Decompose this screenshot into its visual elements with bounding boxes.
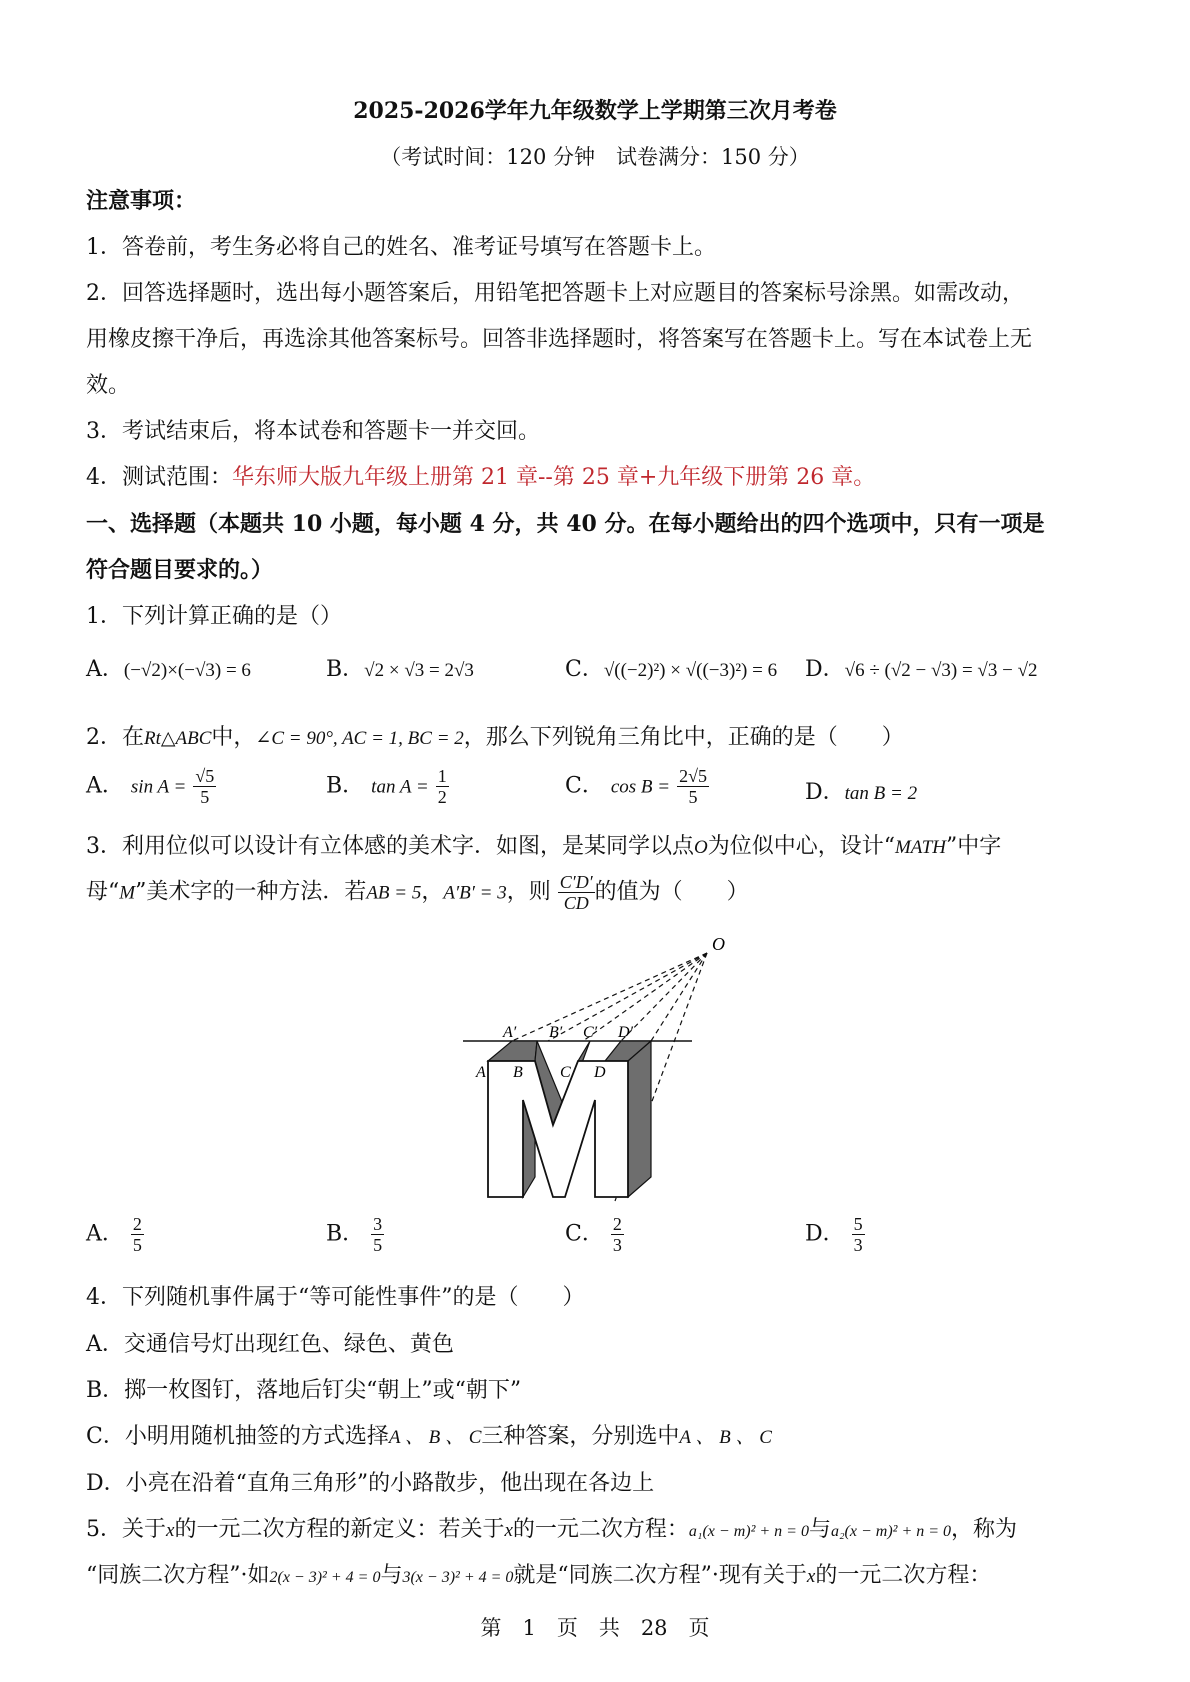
q1-option-d[interactable] [805,652,1038,683]
q3-a-den: 5 [132,1235,142,1255]
label-c: C [560,1064,571,1081]
q2-c-fn: cos B = [610,776,671,798]
q3-option-c[interactable] [565,1214,624,1255]
q2-a-num: √5 [195,766,215,786]
label-o: O [712,934,725,954]
label-c-prime: C′ [583,1024,598,1041]
q3-d-den: 3 [853,1235,863,1255]
face-right-side [628,1041,651,1197]
q5-x-2: x [504,1520,513,1541]
q1-c-expr: √((−2)²) × √((−3)²) = 6 [603,660,778,681]
page-number: 第 1 页 共 28 页 [480,1616,710,1640]
q2-option-c[interactable] [565,766,709,807]
q2-triangle: Rt△ABC [144,728,212,749]
q5-line2 [86,1558,991,1589]
q3-letter-m: M [119,882,136,904]
exam-info: （考试时间：120 分钟 试卷满分：150 分） [380,145,810,169]
q3-option-b[interactable] [326,1214,384,1255]
q3-c-den: 3 [612,1235,622,1255]
ray-c [583,953,707,1041]
q3-c-label: C． [565,1221,604,1247]
homothety-figure [450,925,730,1215]
q3-stem-a2: 为位似中心，设计“ [707,834,895,859]
note-1: 1．答卷前，考生务必将自己的姓名、准考证号填写在答题卡上。 [86,235,716,260]
q2-stem [86,720,904,751]
q3-center-o: O [694,837,708,858]
q3-d-fraction [852,1214,865,1255]
q5-a4: 与 [808,1517,831,1542]
q5-a5: ，称为 [951,1517,1018,1542]
note-4 [86,460,875,491]
q2-option-a[interactable] [86,766,216,807]
q2-b-den: 2 [437,787,447,807]
label-b: B [513,1064,523,1081]
q4-c-choices-2: A 、 B 、 C [679,1427,772,1448]
q3-stem-a3: ”中字 [946,834,1002,859]
q1-b-label: B． [326,657,365,682]
q2-a-fn: sin A = [130,776,187,798]
q3-stem-b3: ，则 [506,879,551,905]
q2-d-label: D． [805,780,845,805]
q3-stem-line2 [86,872,749,913]
q2-condition: ∠C = 90°, AC = 1, BC = 2 [255,728,464,749]
face-top-left [488,1041,537,1061]
q5-b4: 的一元二次方程： [815,1563,992,1588]
q2-c-num: 2√5 [679,766,707,786]
q4-c-choices-1: A 、 B 、 C [388,1427,482,1448]
q2-option-d[interactable] [805,775,917,806]
q2-b-label: B． [326,773,365,799]
ray-d [621,953,707,1041]
q3-ab: AB = 5 [366,882,422,904]
q3-c-fraction [611,1214,624,1255]
q5-a3: 的一元二次方程： [512,1517,689,1542]
note-2a: 2．回答选择题时，选出每小题答案后，用铅笔把答题卡上对应题目的答案标号涂黑。如需改动， [86,281,1025,306]
q5-line1 [86,1512,1017,1543]
q2-a-fraction [193,766,216,807]
q3-b-den: 5 [373,1235,383,1255]
q3-stem-line1 [86,829,1001,860]
q4-option-d[interactable]: D．小亮在沿着“直角三角形”的小路散步，他出现在各边上 [86,1471,655,1496]
note-2b: 用橡皮擦干净后，再选涂其他答案标号。回答非选择题时，将答案写在答题卡上。写在本试卷上无 [86,327,1033,352]
q2-b-fn: tan A = [371,776,429,798]
q3-word-math: MATH [894,837,947,858]
q5-x-3: x [806,1566,816,1587]
q4-option-a[interactable]: A．交通信号灯出现红色、绿色、黄色 [86,1332,454,1357]
note-3: 3．考试结束后，将本试卷和答题卡一并交回。 [86,419,540,444]
q2-c-den: 5 [688,787,698,807]
q3-ratio-num: C′D′ [559,872,593,892]
q5-eq4: 3(x − 3)² + 4 = 0 [402,1569,514,1586]
q4-stem: 4．下列随机事件属于“等可能性事件”的是（ ） [86,1285,585,1310]
label-a-prime: A′ [503,1024,517,1041]
label-d: D [594,1064,606,1081]
q1-b-expr: √2 × √3 = 2√3 [364,660,474,681]
q2-stem-a: 2．在 [86,725,144,750]
section-heading-a: 一、选择题（本题共 10 小题，每小题 4 分，共 40 分。在每小题给出的四个选项中，只有一项是 [86,511,1045,537]
q2-stem-c: ，那么下列锐角三角比中，正确的是（ ） [463,725,904,750]
q3-ratio-fraction [558,872,595,913]
q3-d-label: D． [805,1221,845,1247]
q5-b3: 就是“同族二次方程”·现有关于 [513,1563,807,1588]
q1-option-a[interactable] [86,652,251,683]
q1-a-label: A． [86,657,124,682]
page-title: 2025-2026学年九年级数学上学期第三次月考卷 [353,98,837,124]
q3-c-num: 2 [612,1214,622,1234]
q1-a-expr: (−√2)×(−√3) = 6 [123,660,251,681]
q1-c-label: C． [565,657,604,682]
q5-eq3: 2(x − 3)² + 4 = 0 [269,1569,381,1586]
q3-stem-b1: 母“ [86,879,120,905]
section-heading-b: 符合题目要求的。） [86,557,274,583]
label-d-prime: D′ [618,1024,634,1041]
q2-c-fraction [677,766,709,807]
q1-option-c[interactable] [565,652,777,683]
q3-option-d[interactable] [805,1214,865,1255]
ray-a [512,953,707,1041]
q2-c-label: C． [565,773,604,799]
q1-d-expr: √6 ÷ (√2 − √3) = √3 − √2 [844,660,1038,681]
q3-a-fraction [131,1214,144,1255]
q4-c-text2: 三种答案，分别选中 [481,1424,680,1449]
q2-b-num: 1 [437,766,447,786]
q2-b-fraction [436,766,449,807]
q5-a1: 5．关于 [86,1517,166,1542]
q3-a-num: 2 [132,1214,142,1234]
label-b-prime: B′ [549,1024,563,1041]
test-scope: 华东师大版九年级上册第 21 章--第 25 章+九年级下册第 26 章。 [232,465,876,490]
q4-option-c[interactable] [86,1419,772,1450]
q2-d-expr: tan B = 2 [844,783,918,804]
label-a: A [476,1064,486,1081]
q3-ratio-den: CD [563,893,589,913]
q3-b-fraction [371,1214,384,1255]
q3-d-num: 5 [853,1214,863,1234]
q5-b1: “同族二次方程”·如 [86,1563,270,1588]
q3-separator: ， [421,879,444,905]
q3-b-num: 3 [373,1214,383,1234]
q3-option-a[interactable] [86,1214,144,1255]
letter-m-front [488,1061,628,1197]
note-4-prefix: 4．测试范围： [86,465,232,490]
q5-a2: 的一元二次方程的新定义：若关于 [174,1517,505,1542]
q2-a-den: 5 [200,787,210,807]
q4-c-text1: C．小明用随机抽签的方式选择 [86,1424,389,1449]
q3-b-label: B． [326,1221,365,1247]
q1-option-b[interactable] [326,652,474,683]
notes-heading: 注意事项： [86,188,197,214]
q5-x-1: x [166,1520,175,1541]
q3-a-label: A． [86,1221,124,1247]
q2-a-label: A． [86,773,124,799]
q5-eq1: a₁(x − m)² + n = 0 [688,1523,809,1540]
q1-stem: 1．下列计算正确的是（） [86,604,342,629]
q2-option-b[interactable] [326,766,449,807]
q3-apbp: A′B′ = 3 [443,882,507,904]
q3-stem-a1: 3．利用位似可以设计有立体感的美术字．如图，是某同学以点 [86,834,694,859]
q3-stem-b2: ”美术字的一种方法．若 [135,879,367,905]
q4-option-b[interactable]: B．掷一枚图钉，落地后钉尖“朝上”或“朝下” [86,1378,522,1403]
q3-stem-b4: 的值为（ ） [594,879,749,905]
q5-b2: 与 [380,1563,403,1588]
q1-d-label: D． [805,657,845,682]
note-2c: 效。 [86,373,131,398]
q2-stem-b: 中， [211,725,256,750]
q5-eq2: a₂(x − m)² + n = 0 [830,1523,952,1540]
